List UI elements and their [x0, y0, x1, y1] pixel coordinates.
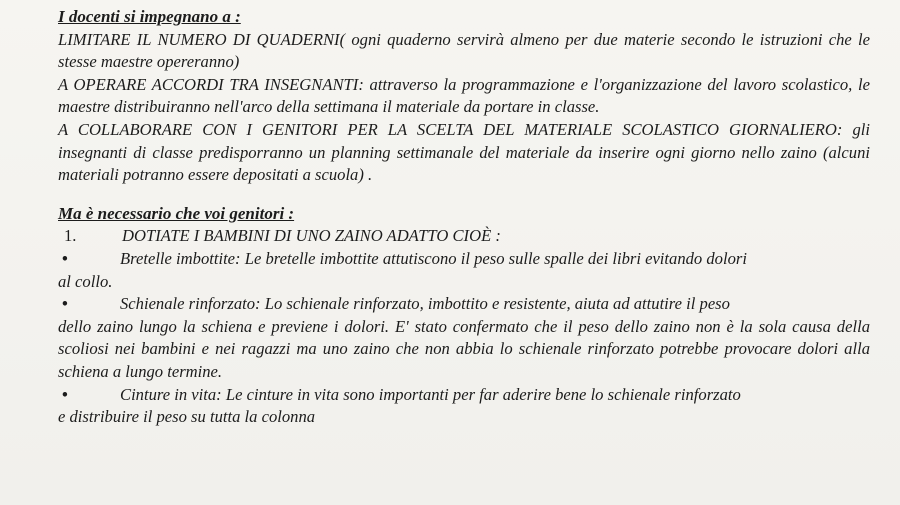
bullet-continuation: dello zaino lungo la schiena e previene i dolori. E' stato confermato che il peso dello zaino non è la sola causa della scoliosi nei bambini e nei ragazzi ma uno zaino che non abbia lo schienale rinforzato potrebbe provocare dolori alla schiena a lungo termine.: [58, 316, 870, 381]
bullet-waist-belts: [58, 384, 870, 429]
bullet-reinforced-back: [58, 293, 870, 383]
parents-heading: Ma è necessario che voi genitori :: [58, 203, 295, 223]
bullet-symbol: •: [62, 294, 68, 314]
bullet-continuation: al collo.: [58, 271, 113, 291]
bullet-continuation: e distribuire il peso su tutta la colonna: [58, 407, 316, 427]
section-gap: [58, 187, 870, 203]
bullet-shoulder-straps: [58, 248, 870, 293]
commitment-notebooks: LIMITARE IL NUMERO DI QUADERNI( ogni quaderno servirà almeno per due materie secondo le istruzioni che le stesse maestre opereranno): [58, 29, 870, 72]
bullet-first-line: Bretelle imbottite: Le bretelle imbottite attutiscono il peso sulle spalle dei libri evitando dolori: [120, 248, 747, 268]
teachers-heading: I docenti si impegnano a :: [58, 7, 241, 26]
numbered-item: [58, 225, 870, 248]
item-number: 1.: [64, 226, 77, 246]
bullet-first-line: Cinture in vita: Le cinture in vita sono importanti per far aderire bene lo schienale rinforzato: [120, 384, 741, 404]
commitment-agreements: A OPERARE ACCORDI TRA INSEGNANTI: attraverso la programmazione e l'organizzazione del lavoro scolastico, le maestre distribuiranno nell'arco della settimana il materiale da portare in classe.: [58, 74, 870, 117]
item-text: DOTIATE I BAMBINI DI UNO ZAINO ADATTO CIOÈ :: [122, 226, 501, 246]
commitment-collaboration: A COLLABORARE CON I GENITORI PER LA SCELTA DEL MATERIALE SCOLASTICO GIORNALIERO: gli insegnanti di classe predisporranno un planning settimanale del materiale da inserire ogni giorno nello zaino (alcuni materiali potranno essere depositati a scuola) .: [58, 119, 870, 185]
bullet-symbol: •: [62, 384, 68, 404]
document-body: [58, 6, 870, 429]
bullet-first-line: Schienale rinforzato: Lo schienale rinforzato, imbottito e resistente, aiuta ad attutire il peso: [120, 294, 730, 314]
bullet-symbol: •: [62, 248, 68, 268]
